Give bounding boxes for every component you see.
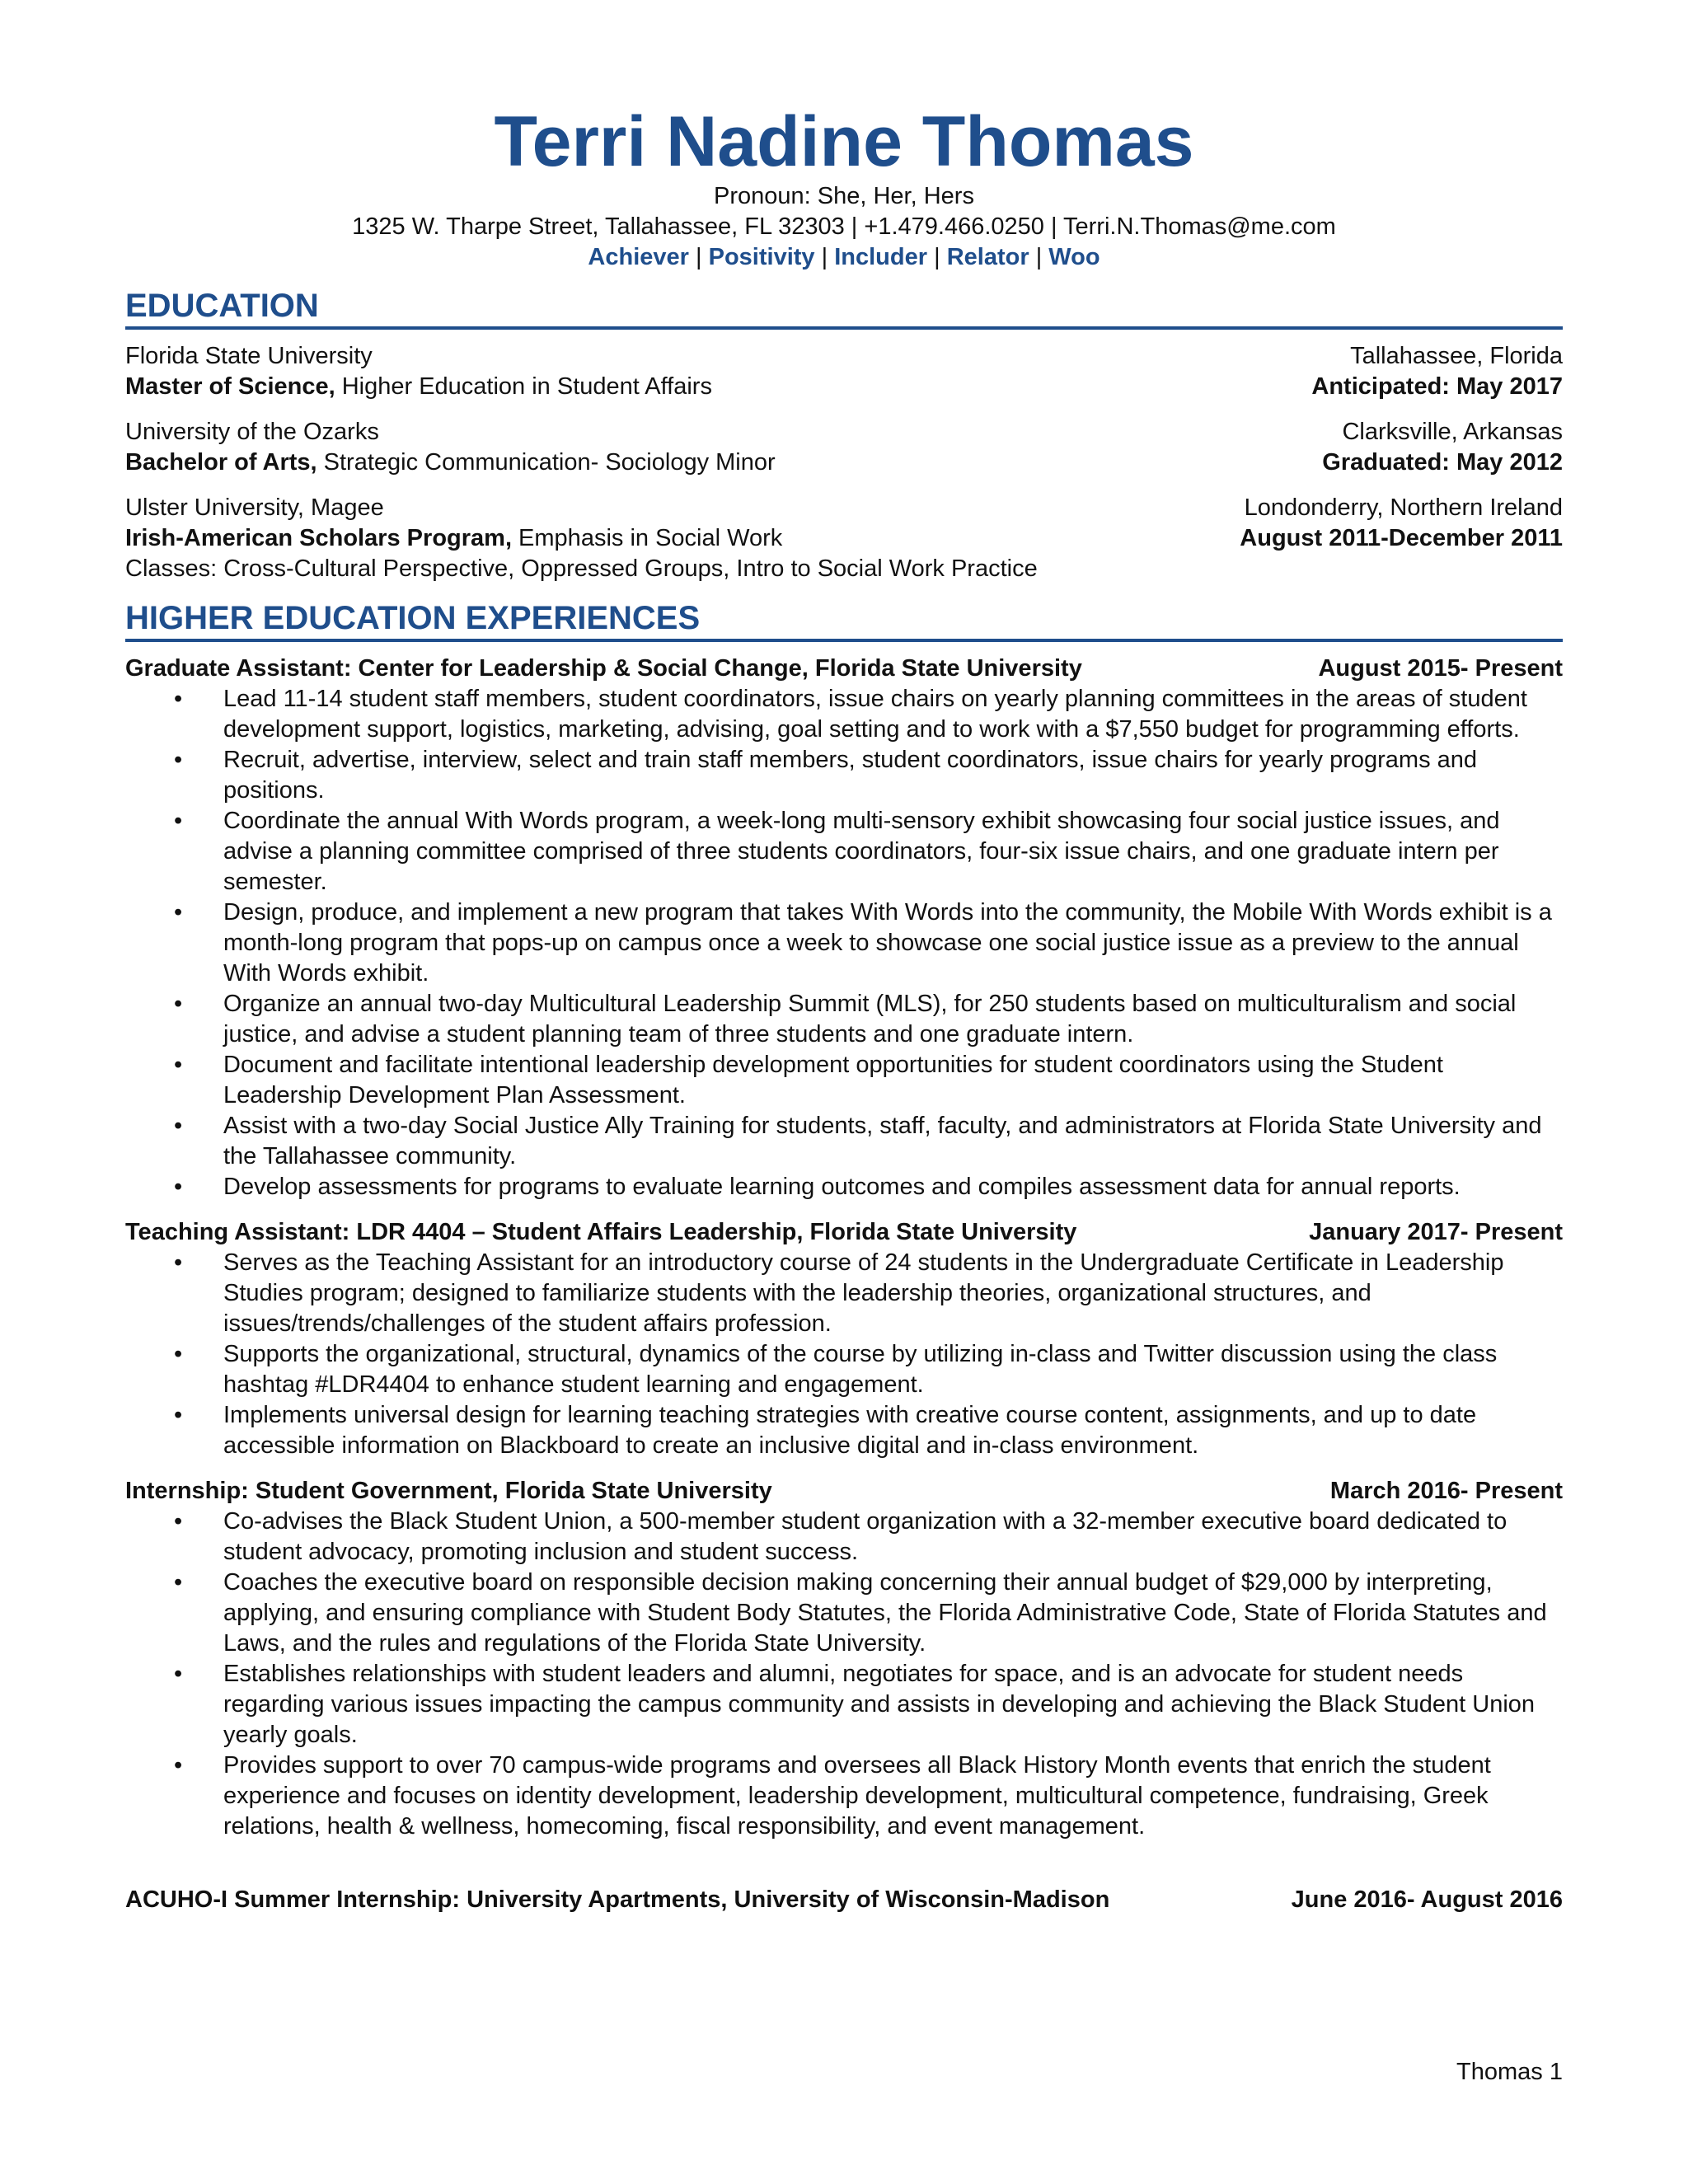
- strength-separator: |: [1035, 244, 1043, 270]
- job-title: Teaching Assistant: LDR 4404 – Student Affairs Leadership, Florida State University: [125, 1219, 1077, 1245]
- degree-date: Graduated: May 2012: [1322, 449, 1563, 476]
- job-date: August 2015- Present: [1318, 655, 1563, 682]
- job-bullets: [125, 1248, 1563, 1461]
- job-entry: [125, 1885, 1563, 1915]
- bullet-item: • Assist with a two-day Social Justice Ally Training for students, staff, faculty, and administrators at Florida State University and the Tallahassee community.: [223, 1111, 1563, 1172]
- program-name: Irish-American Scholars Program,: [125, 525, 512, 551]
- bullet-item: • Design, produce, and implement a new program that takes With Words into the community, the Mobile With Words exhibit is a month-long program that pops-up on campus once a week to showcase one social justice issue as a preview to the annual With Words exhibit.: [223, 898, 1563, 989]
- strengths-line: [0, 242, 1688, 273]
- classes-line: Classes: Cross-Cultural Perspective, Oppressed Groups, Intro to Social Work Practice: [125, 555, 1038, 582]
- bullet-item: • Lead 11-14 student staff members, student coordinators, issue chairs on yearly planning committees in the areas of student development support, logistics, marketing, advising, goal setting and to work with a $7,550 budget for programming efforts.: [223, 684, 1563, 745]
- bullet-item: • Supports the organizational, structural, dynamics of the course by utilizing in-class and Twitter discussion using the class hashtag #LDR4404 to enhance student learning and engagement.: [223, 1339, 1563, 1400]
- job-entry: [125, 1476, 1563, 1842]
- education-entry: [125, 493, 1563, 584]
- job-entry: [125, 654, 1563, 1202]
- job-date: March 2016- Present: [1329, 1478, 1563, 1504]
- school-location: Clarksville, Arkansas: [1342, 419, 1563, 445]
- bullet-item: • Provides support to over 70 campus-wide programs and oversees all Black History Month events that enrich the student experience and focuses on identity development, leadership development, multicultural competence, fundraising, Greek relations, health & wellness, homecoming, fiscal responsibility, and event management.: [223, 1750, 1563, 1842]
- job-bullets: [125, 1507, 1563, 1842]
- experience-section: [125, 599, 1563, 1915]
- job-date: June 2016- August 2016: [1291, 1886, 1563, 1913]
- degree-field: Higher Education in Student Affairs: [335, 373, 712, 400]
- bullet-item: • Implements universal design for learning teaching strategies with creative course content, assignments, and up to date accessible information on Blackboard to create an inclusive digital and in-class environment.: [223, 1400, 1563, 1461]
- strength-item: Positivity: [708, 244, 815, 270]
- school-name: Florida State University: [125, 343, 373, 369]
- degree-name: Bachelor of Arts,: [125, 449, 317, 476]
- program-date: August 2011-December 2011: [1240, 525, 1563, 551]
- school-name: University of the Ozarks: [125, 419, 379, 445]
- education-entry: [125, 341, 1563, 402]
- bullet-item: • Serves as the Teaching Assistant for an introductory course of 24 students in the Undergraduate Certificate in Leadership Studies program; designed to familiarize students with the leadership theories, organizational structures, and issues/trends/challenges of the student affairs profession.: [223, 1248, 1563, 1339]
- school-location: Londonderry, Northern Ireland: [1244, 494, 1563, 521]
- school-name: Ulster University, Magee: [125, 494, 384, 521]
- applicant-name: Terri Nadine Thomas: [494, 102, 1194, 181]
- resume-body: [125, 287, 1563, 1915]
- job-title: ACUHO-I Summer Internship: University Apartments, University of Wisconsin-Madison: [125, 1886, 1110, 1913]
- education-section: [125, 287, 1563, 584]
- contact-line: 1325 W. Tharpe Street, Tallahassee, FL 32303 | +1.479.466.0250 | Terri.N.Thomas@me.com: [352, 213, 1336, 240]
- section-title-education: EDUCATION: [125, 287, 1563, 330]
- school-location: Tallahassee, Florida: [1350, 343, 1563, 369]
- job-title: Graduate Assistant: Center for Leadership & Social Change, Florida State University: [125, 655, 1082, 682]
- strength-separator: |: [696, 244, 702, 270]
- job-title: Internship: Student Government, Florida State University: [125, 1478, 772, 1504]
- degree-field: Strategic Communication- Sociology Minor: [316, 449, 776, 476]
- bullet-item: • Establishes relationships with student leaders and alumni, negotiates for space, and is an advocate for student needs regarding various issues impacting the campus community and assists in developing and achieving the Black Student Union yearly goals.: [223, 1659, 1563, 1750]
- strength-item: Achiever: [588, 244, 689, 270]
- bullet-item: • Develop assessments for programs to evaluate learning outcomes and compiles assessment data for annual reports.: [223, 1172, 1563, 1202]
- strength-item: Includer: [834, 244, 928, 270]
- bullet-item: • Recruit, advertise, interview, select and train staff members, student coordinators, issue chairs for yearly programs and positions.: [223, 745, 1563, 806]
- bullet-item: • Document and facilitate intentional leadership development opportunities for student coordinators using the Student Leadership Development Plan Assessment.: [223, 1050, 1563, 1111]
- bullet-item: • Organize an annual two-day Multicultural Leadership Summit (MLS), for 250 students based on multiculturalism and social justice, and advise a student planning team of three students and one graduate intern.: [223, 989, 1563, 1050]
- resume-header: [0, 0, 1688, 273]
- strength-separator: |: [934, 244, 940, 270]
- bullet-item: • Coaches the executive board on responsible decision making concerning their annual budget of $29,000 by interpreting, applying, and ensuring compliance with Student Body Statutes, the Florida Administrative Code, State of Florida Statutes and Laws, and the rules and regulations of the Florida State University.: [223, 1568, 1563, 1659]
- pronoun-line: Pronoun: She, Her, Hers: [714, 183, 974, 209]
- degree-date: Anticipated: May 2017: [1311, 373, 1563, 400]
- job-bullets: [125, 684, 1563, 1202]
- education-entry: [125, 417, 1563, 478]
- job-date: January 2017- Present: [1309, 1219, 1563, 1245]
- section-title-experience: HIGHER EDUCATION EXPERIENCES: [125, 599, 1563, 642]
- strength-separator: |: [821, 244, 828, 270]
- page-footer: Thomas 1: [1456, 2059, 1563, 2085]
- job-entry: [125, 1217, 1563, 1461]
- bullet-item: • Coordinate the annual With Words program, a week-long multi-sensory exhibit showcasing four social justice issues, and advise a planning committee comprised of three students coordinators, four-six issue chairs, and one graduate intern per semester.: [223, 806, 1563, 898]
- degree-name: Master of Science,: [125, 373, 335, 400]
- program-field: Emphasis in Social Work: [512, 525, 783, 551]
- strength-item: Relator: [946, 244, 1029, 270]
- bullet-item: • Co-advises the Black Student Union, a 500-member student organization with a 32-member executive board dedicated to student advocacy, promoting inclusion and student success.: [223, 1507, 1563, 1568]
- strength-item: Woo: [1048, 244, 1100, 270]
